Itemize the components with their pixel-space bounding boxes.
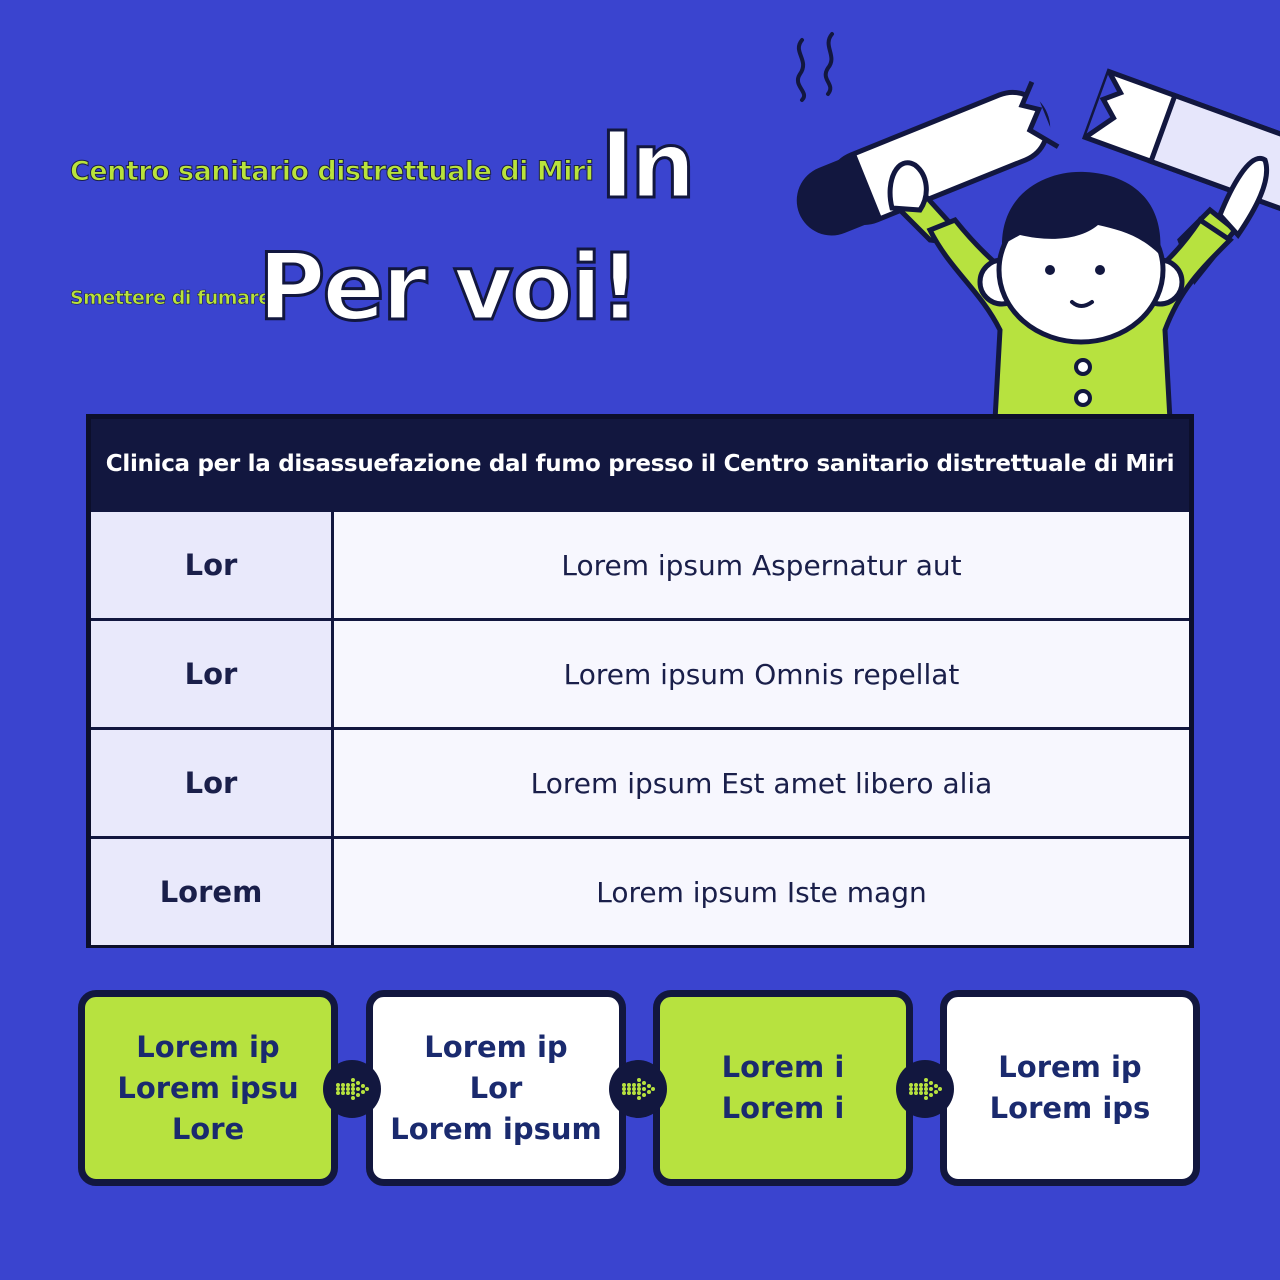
card-line: Lor (469, 1070, 523, 1105)
card-line: Lorem ip (136, 1029, 280, 1064)
step-card-3 (653, 990, 913, 1186)
table-title: Clinica per la disassuefazione dal fumo presso il Centro sanitario distrettuale di Miri (105, 451, 1175, 477)
subtitle-quit-smoking: Smettere di fumare (70, 287, 271, 309)
card-line: Lorem ip (998, 1050, 1142, 1084)
arrow-right-icon (609, 1060, 667, 1118)
row-value: Lorem ipsum Iste magn (334, 839, 1189, 945)
row-label: Lor (91, 730, 331, 836)
arrow-right-icon (896, 1060, 954, 1118)
card-line: Lorem i (721, 1050, 845, 1084)
headline-per-voi: Per voi! (258, 234, 638, 341)
table-row (91, 730, 1189, 836)
table-row (91, 621, 1189, 727)
character-breaking-cigarette-illustration (780, 30, 1280, 420)
card-line: Lore (171, 1111, 245, 1146)
card-line: Lorem ip (424, 1029, 568, 1064)
step-card-2 (366, 990, 626, 1186)
row-value: Lorem ipsum Aspernatur aut (334, 512, 1189, 618)
clinic-info-table (86, 414, 1194, 948)
subtitle-clinic-name: Centro sanitario distrettuale di Miri (70, 156, 594, 187)
row-label: Lor (91, 621, 331, 727)
arrow-right-icon (323, 1060, 381, 1118)
card-line: Lorem ips (989, 1091, 1151, 1125)
card-line: Lorem ipsu (117, 1070, 299, 1105)
step-card-1 (78, 990, 338, 1186)
table-row (91, 512, 1189, 618)
card-line: Lorem ipsum (390, 1111, 602, 1146)
row-value: Lorem ipsum Omnis repellat (334, 621, 1189, 727)
step-card-4 (940, 990, 1200, 1186)
table-row (91, 839, 1189, 945)
step-cards (78, 990, 1202, 1188)
card-line: Lorem i (721, 1091, 845, 1125)
row-label: Lor (91, 512, 331, 618)
row-label: Lorem (91, 839, 331, 945)
headline-in: In (600, 112, 692, 219)
row-value: Lorem ipsum Est amet libero alia (334, 730, 1189, 836)
